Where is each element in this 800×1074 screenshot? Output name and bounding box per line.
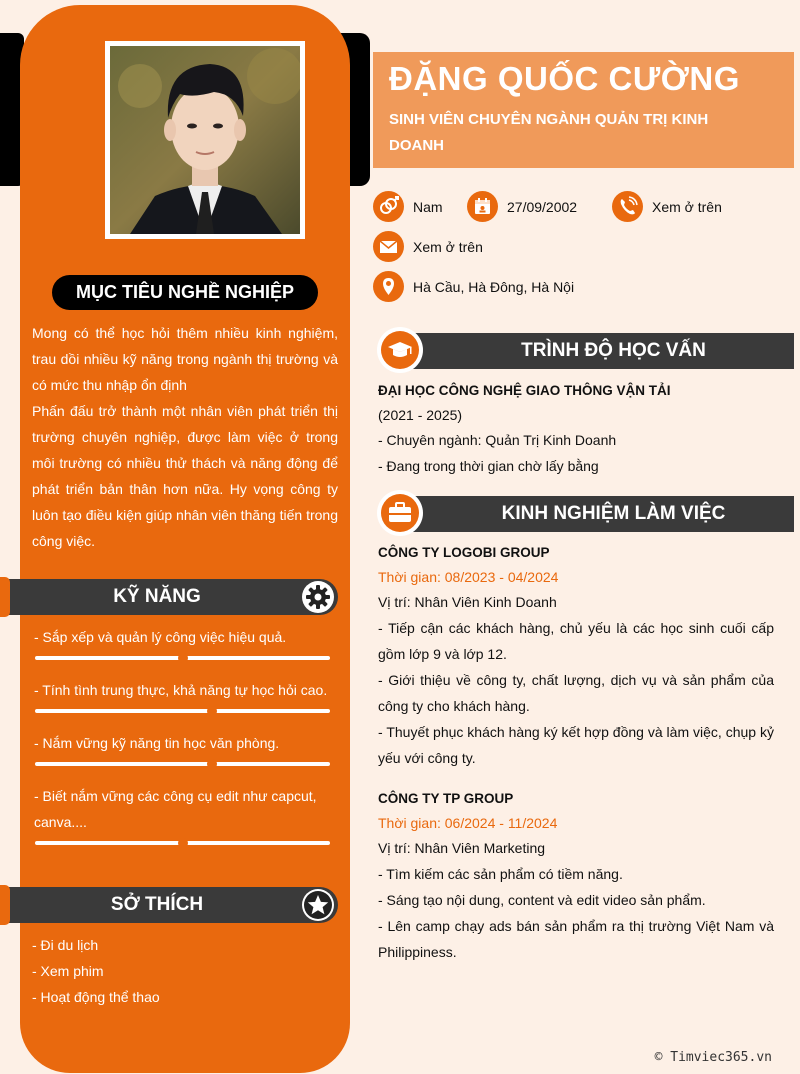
job-2-company: CÔNG TY TP GROUP xyxy=(378,791,514,806)
education-school: ĐẠI HỌC CÔNG NGHỆ GIAO THÔNG VẬN TẢI xyxy=(378,383,671,398)
calendar-icon xyxy=(467,191,498,222)
skill-level-knob-3 xyxy=(207,759,217,769)
gear-icon xyxy=(302,581,334,613)
skill-level-knob-2 xyxy=(207,706,217,716)
job-2-task-1: - Tìm kiếm các sản phẩm có tiềm năng. xyxy=(378,866,623,882)
location-icon xyxy=(373,271,404,302)
address-value: Hà Cầu, Hà Đông, Hà Nội xyxy=(413,279,575,295)
phone-value: Xem ở trên xyxy=(652,199,722,215)
skill-level-bar-2 xyxy=(35,709,330,713)
education-heading: TRÌNH ĐỘ HỌC VẤN xyxy=(521,340,706,361)
briefcase-icon xyxy=(377,490,423,536)
email-icon xyxy=(373,231,404,262)
job-1-period: Thời gian: 08/2023 - 04/2024 xyxy=(378,569,559,585)
job-2-task-2: - Sáng tạo nội dung, content và edit video sản phẩm. xyxy=(378,892,706,908)
graduation-cap-icon xyxy=(377,327,423,373)
skill-item-4: - Biết nắm vững các công cụ edit như capcut, canva.... xyxy=(34,788,317,830)
education-status: - Đang trong thời gian chờ lấy bằng xyxy=(378,458,599,474)
candidate-name: ĐẶNG QUỐC CƯỜNG xyxy=(389,60,740,97)
hobby-item-1: - Đi du lịch xyxy=(32,937,99,953)
education-years: (2021 - 2025) xyxy=(378,407,463,423)
job-2-task-3: - Lên camp chạy ads bán sản phẩm ra thị trường Việt Nam và Philippiness. xyxy=(378,918,774,960)
objective-paragraph-1: Mong có thể học hỏi thêm nhiều kinh nghiệm, trau dồi nhiều kỹ năng trong ngành thị trường và có mức thu nhập ổn định xyxy=(32,325,338,393)
job-2-position: Vị trí: Nhân Viên Marketing xyxy=(378,840,546,856)
skills-heading: KỸ NĂNG xyxy=(113,586,201,607)
skills-header xyxy=(0,579,338,615)
hobbies-header-nub xyxy=(0,885,10,925)
skill-level-bar-1 xyxy=(35,656,330,660)
skill-level-knob-4 xyxy=(178,838,188,848)
profile-photo xyxy=(110,46,300,234)
experience-heading: KINH NGHIỆM LÀM VIỆC xyxy=(501,503,726,524)
education-major: - Chuyên ngành: Quản Trị Kinh Doanh xyxy=(378,432,617,448)
star-icon xyxy=(302,889,334,921)
phone-icon xyxy=(612,191,643,222)
job-2-period: Thời gian: 06/2024 - 11/2024 xyxy=(378,815,558,831)
skill-level-bar-3 xyxy=(35,762,330,766)
job-1-company: CÔNG TY LOGOBI GROUP xyxy=(378,545,550,560)
hobby-item-2: - Xem phim xyxy=(32,963,104,979)
gender-icon xyxy=(373,191,404,222)
skill-item-2: - Tính tình trung thực, khả năng tự học hỏi cao. xyxy=(34,682,328,698)
education-header xyxy=(373,328,794,372)
email-value: Xem ở trên xyxy=(413,239,483,255)
skill-item-3: - Nắm vững kỹ năng tin học văn phòng. xyxy=(34,735,280,751)
skill-level-knob-1 xyxy=(178,653,188,663)
hobby-item-3: - Hoạt động thể thao xyxy=(32,989,160,1005)
skills-header-nub xyxy=(0,577,10,617)
name-header xyxy=(373,52,794,168)
experience-header xyxy=(373,491,794,535)
birthday-value: 27/09/2002 xyxy=(507,199,578,215)
hobbies-header xyxy=(0,887,338,923)
job-1-task-1: - Tiếp cận các khách hàng, chủ yếu là các học sinh cuối cấp gồm lớp 9 và lớp 12. xyxy=(378,620,774,662)
footer-credit: © Timviec365.vn xyxy=(654,1050,772,1065)
objective-heading: MỤC TIÊU NGHỀ NGHIỆP xyxy=(52,275,318,310)
job-1-position: Vị trí: Nhân Viên Kinh Doanh xyxy=(378,594,557,610)
candidate-title: SINH VIÊN CHUYÊN NGÀNH QUẢN TRỊ KINH DOANH xyxy=(389,111,709,154)
objective-paragraph-2: Phấn đấu trở thành một nhân viên phát triển thị trường chuyên nghiệp, được làm việc ở trong môi trường có nhiều thử thách và năng động để phát triển bản thân hơn nữa. Hy vọng công ty luôn tạo điều kiện giúp nhân viên thăng tiến trong công việc. xyxy=(32,403,338,549)
job-1-task-3: - Thuyết phục khách hàng ký kết hợp đồng và làm việc, chụp kỷ yếu với công ty. xyxy=(378,724,774,766)
gender-value: Nam xyxy=(413,199,443,215)
profile-photo-frame xyxy=(105,41,305,239)
job-1-task-2: - Giới thiệu về công ty, chất lượng, dịch vụ và sản phẩm của công ty cho khách hàng. xyxy=(378,672,774,714)
skill-level-bar-4 xyxy=(35,841,330,845)
hobbies-heading: SỞ THÍCH xyxy=(110,894,204,915)
skill-item-1: - Sắp xếp và quản lý công việc hiệu quả. xyxy=(34,629,287,645)
